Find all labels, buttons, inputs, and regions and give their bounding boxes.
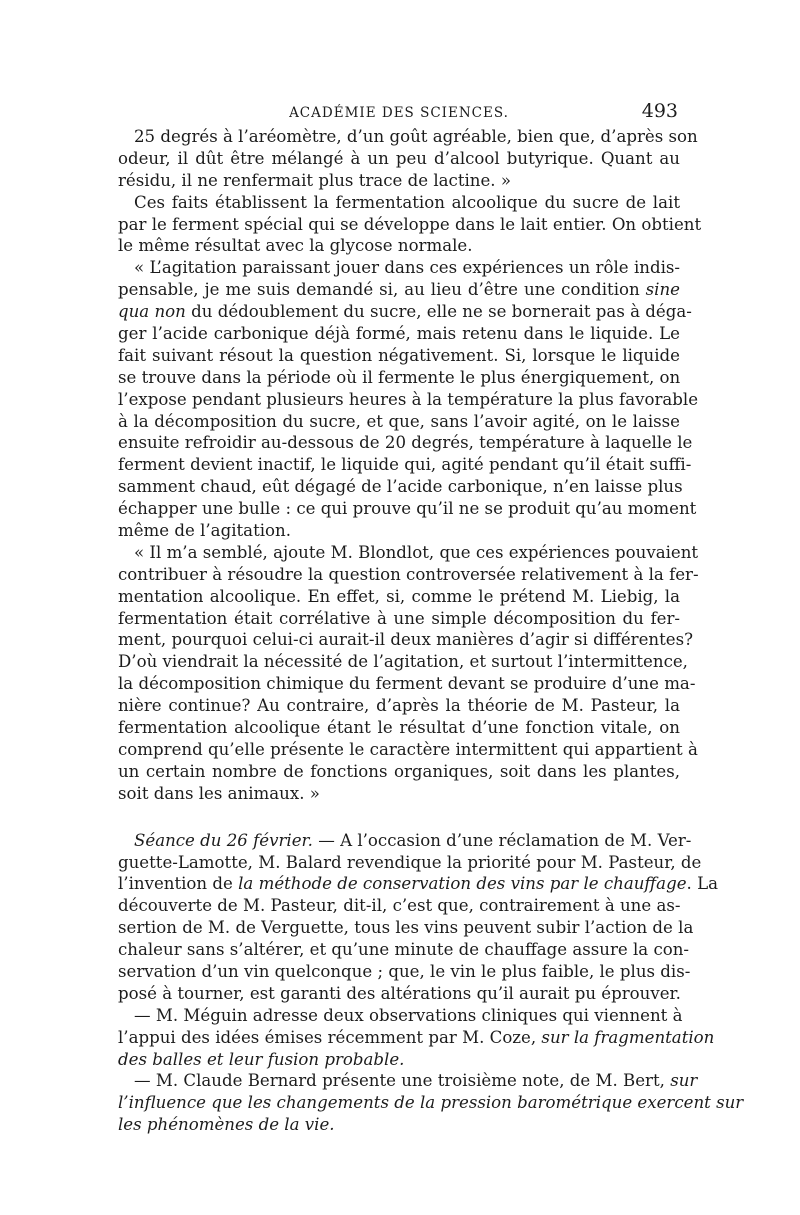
italic-text: des balles et leur fusion probable. (118, 1049, 405, 1069)
italic-text: qua non (118, 302, 186, 322)
text-line (118, 1005, 683, 1027)
text-segment: résidu, il ne renfermait plus trace de lactine. » (118, 170, 511, 190)
text-segment: ment, pourquoi celui-ci aurait-il deux manières d’agir si différentes? (118, 630, 693, 650)
text-line (118, 983, 680, 1005)
paragraph (118, 1070, 744, 1136)
text-segment: l’expose pendant plusieurs heures à la température la plus favorable (118, 389, 699, 409)
text-segment: ferment devient inactif, le liquide qui, agité pendant qu’il était suffi- (118, 455, 692, 475)
text-segment: par le ferment spécial qui se développe dans le lait entier. On obtient (118, 214, 702, 234)
text-line (118, 170, 680, 192)
text-segment: chaleur sans s’altérer, et qu’une minute de chauffage assure la con- (118, 940, 690, 960)
text-line (118, 673, 696, 695)
text-line (118, 192, 680, 214)
text-line (118, 389, 699, 411)
text-line (118, 783, 680, 805)
text-segment: . La (686, 874, 718, 894)
text-segment: du dédoublement du sucre, elle ne se bornerait pas à déga- (185, 302, 692, 322)
text-segment: même de l’agitation. (118, 521, 291, 541)
text-segment: posé à tourner, est garanti des altérations qu’il aurait pu éprouver. (118, 983, 681, 1003)
page-number: 493 (641, 100, 678, 122)
text-line (118, 1070, 698, 1092)
text-line (118, 564, 699, 586)
text-line (118, 873, 718, 895)
text-line (118, 1027, 715, 1049)
text-line (118, 917, 694, 939)
text-segment: ensuite refroidir au-dessous de 20 degrés, température à laquelle le (118, 433, 693, 453)
paragraph (118, 192, 702, 258)
text-line (118, 301, 692, 323)
text-line (118, 586, 680, 608)
text-segment: soit dans les animaux. » (118, 783, 320, 803)
text-segment: mentation alcoolique. En effet, si, comme le prétend M. Liebig, la (118, 586, 680, 606)
text-line (118, 476, 683, 498)
text-segment: sertion de M. de Verguette, tous les vins peuvent subir l’action de la (118, 918, 694, 938)
text-line (118, 257, 680, 279)
text-line (118, 695, 680, 717)
text-segment: 25 degrés à l’aréomètre, d’un goût agréable, bien que, d’après son (134, 127, 698, 146)
text-segment: pensable, je me suis demandé si, au lieu d’être une condition (118, 280, 646, 300)
text-segment: l’invention de (118, 874, 239, 894)
text-segment: fait suivant résout la question négativement. Si, lorsque le liquide (118, 345, 680, 365)
text-segment: — M. Méguin adresse deux observations cliniques qui viennent à (134, 1005, 683, 1025)
running-head (118, 100, 680, 124)
text-line (118, 367, 680, 389)
text-line (118, 1049, 680, 1071)
paragraph (118, 830, 718, 1005)
section-gap (118, 805, 680, 830)
text-segment: la décomposition chimique du ferment devant se produire d’une ma- (118, 674, 696, 694)
text-segment: servation d’un vin quelconque ; que, le vin le plus faible, le plus dis- (118, 961, 691, 981)
text-segment: le même résultat avec la glycose normale. (118, 236, 473, 256)
text-segment: contribuer à résoudre la question controversée relativement à la fer- (118, 564, 699, 584)
text-segment: échapper une bulle : ce qui prouve qu’il ne se produit qu’au moment (118, 499, 697, 519)
text-line (118, 498, 697, 520)
text-segment: fermentation alcoolique étant le résultat d’une fonction vitale, on (118, 718, 680, 738)
text-segment: D’où viendrait la nécessité de l’agitation, et surtout l’intermittence, (118, 652, 688, 672)
text-line (118, 761, 680, 783)
text-line (118, 454, 692, 476)
text-line (118, 323, 680, 345)
text-segment: samment chaud, eût dégagé de l’acide carbonique, n’en laisse plus (118, 477, 683, 497)
text-segment: découverte de M. Pasteur, dit-il, c’est que, contrairement à une as- (118, 896, 681, 916)
text-line (118, 608, 680, 630)
text-line (118, 939, 690, 961)
text-segment: odeur, il dût être mélangé à un peu d’alcool butyrique. Quant au (118, 148, 680, 168)
paragraph (118, 542, 699, 805)
text-line (118, 214, 702, 236)
text-line (118, 542, 699, 564)
text-segment: ger l’acide carbonique déjà formé, mais retenu dans le liquide. Le (118, 324, 680, 344)
text-segment: comprend qu’elle présente le caractère intermittent qui appartient à (118, 739, 698, 759)
italic-text: sine (645, 280, 680, 300)
text-line (118, 739, 698, 761)
text-line (118, 411, 680, 433)
text-segment: fermentation était corrélative à une simple décomposition du fer- (118, 608, 680, 628)
text-line (118, 148, 680, 170)
text-body (118, 126, 744, 1136)
text-segment: — A l’occasion d’une réclamation de M. Ver- (312, 830, 692, 850)
text-line (118, 1114, 680, 1136)
text-segment: se trouve dans la période où il fermente le plus énergiquement, on (118, 367, 681, 387)
text-segment: guette-Lamotte, M. Balard revendique la priorité pour M. Pasteur, de (118, 852, 702, 872)
text-line (118, 279, 680, 301)
text-line (118, 432, 693, 454)
italic-text: sur la fragmentation (541, 1027, 715, 1047)
text-segment: « L’agitation paraissant jouer dans ces expériences un rôle indis- (134, 258, 680, 278)
text-segment: un certain nombre de fonctions organiques, soit dans les plantes, (118, 761, 680, 781)
text-line (118, 717, 680, 739)
text-line (118, 1092, 744, 1114)
text-segment: Ces faits établissent la fermentation alcoolique du sucre de lait (134, 192, 680, 212)
text-line (118, 651, 688, 673)
text-line (118, 852, 702, 874)
text-line (118, 345, 680, 367)
italic-text: Séance du 26 février. (134, 830, 313, 850)
text-line (118, 235, 680, 257)
paragraph (118, 257, 699, 542)
text-segment: — M. Claude Bernard présente une troisième note, de M. Bert, (134, 1071, 671, 1091)
text-line (118, 629, 693, 651)
italic-text: l’influence que les changements de la pression barométrique exercent sur (118, 1093, 744, 1113)
text-segment: l’appui des idées émises récemment par M. Coze, (118, 1027, 542, 1047)
italic-text: la méthode de conservation des vins par le chauffage (238, 874, 687, 894)
text-segment: à la décomposition du sucre, et que, sans l’avoir agité, on le laisse (118, 411, 680, 431)
paragraph (118, 126, 698, 192)
text-segment: nière continue? Au contraire, d’après la théorie de M. Pasteur, la (118, 696, 680, 716)
text-segment: « Il m’a semblé, ajoute M. Blondlot, que ces expériences pouvaient (134, 542, 699, 562)
text-line (118, 961, 691, 983)
text-line (118, 520, 680, 542)
paragraph (118, 1005, 715, 1071)
text-line (118, 895, 680, 917)
text-line (118, 126, 698, 148)
text-line (118, 830, 692, 852)
italic-text: sur (670, 1071, 698, 1091)
running-title: ACADÉMIE DES SCIENCES. (289, 105, 509, 121)
italic-text: les phénomènes de la vie. (118, 1115, 335, 1135)
